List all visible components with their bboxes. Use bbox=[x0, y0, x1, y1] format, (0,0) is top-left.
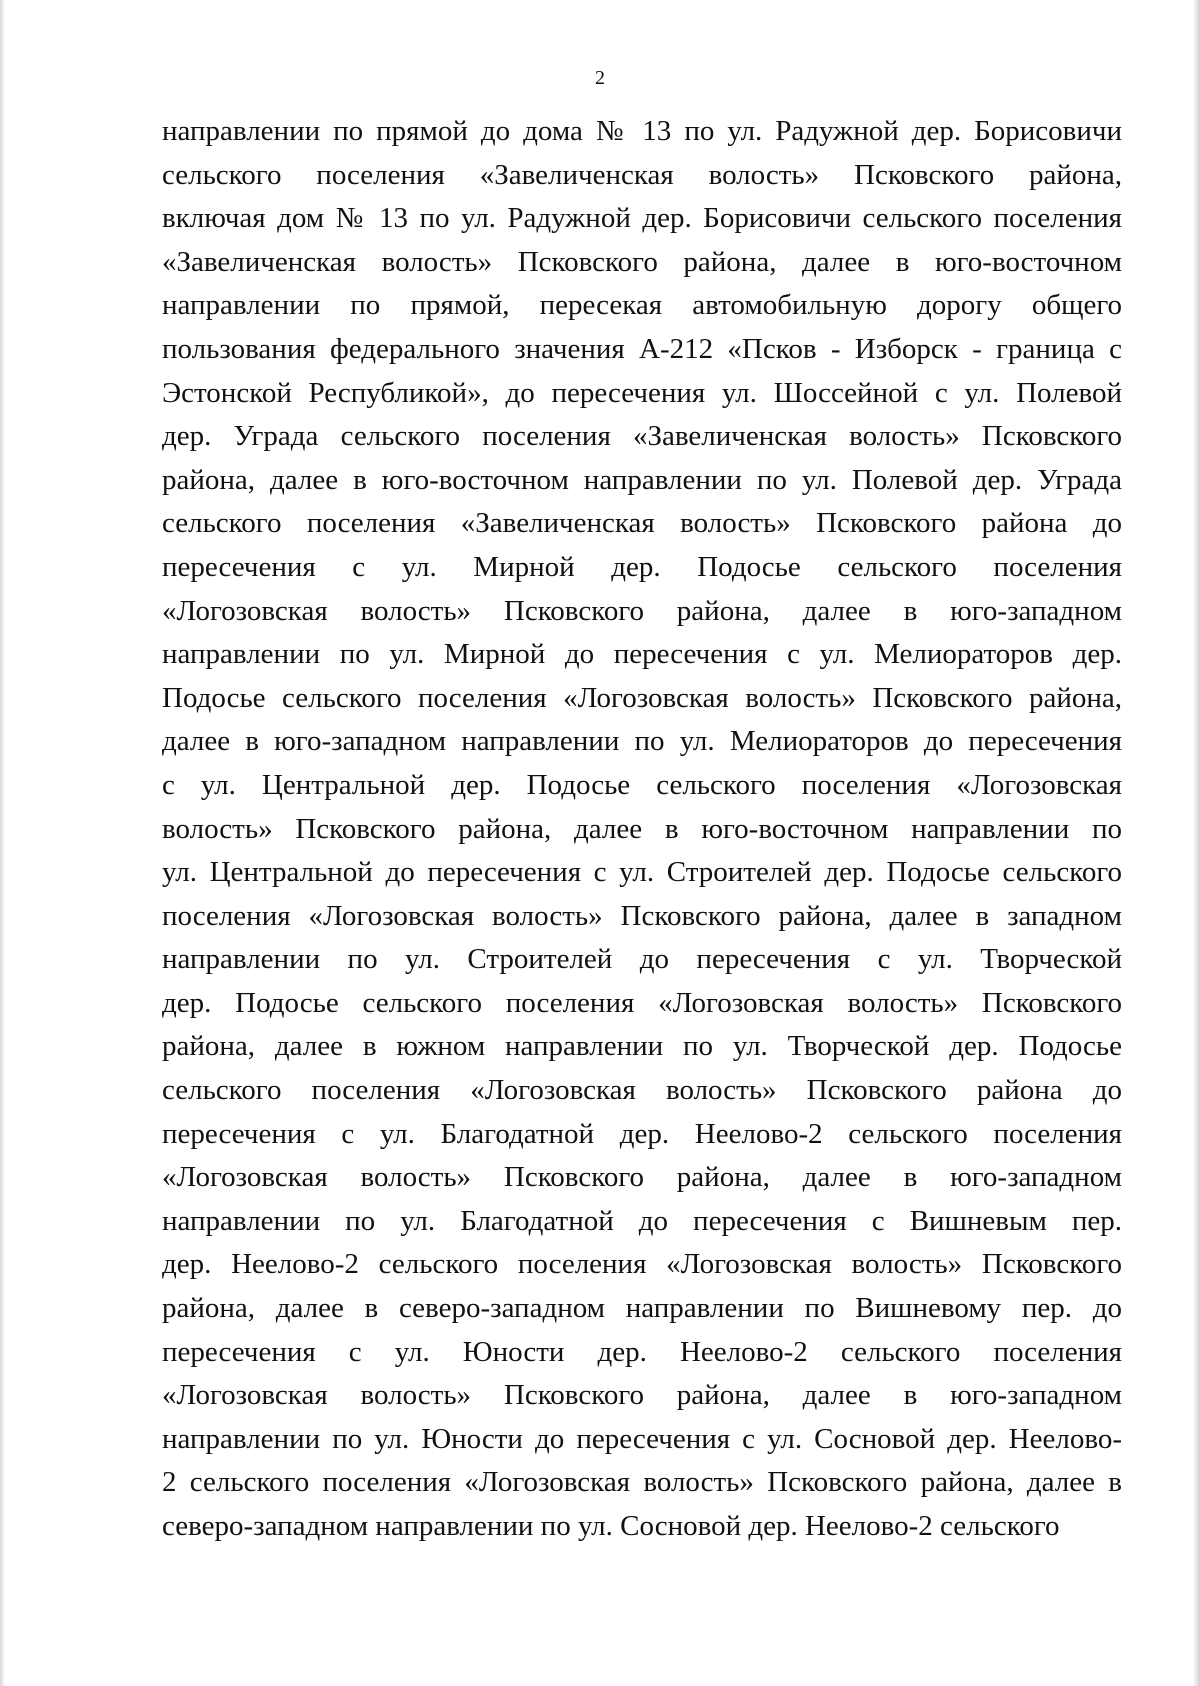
scan-edge-right bbox=[1194, 0, 1200, 1686]
text-line: направлении по ул. Благодатной до пересечения с Вишневым пер. bbox=[162, 1204, 1122, 1237]
text-line: северо-западном направлении по ул. Сосновой дер. Неелово-2 сельского bbox=[162, 1510, 1060, 1542]
text-line: пересечения с ул. Юности дер. Неелово-2 сельского поселения bbox=[162, 1335, 1122, 1368]
text-line: поселения «Логозовская волость» Псковского района, далее в западном bbox=[162, 899, 1122, 932]
text-line: сельского поселения «Логозовская волость» Псковского района до bbox=[162, 1074, 1122, 1107]
text-line: «Завеличенская волость» Псковского района, далее в юго-восточном bbox=[162, 245, 1122, 278]
text-line: Эстонской Республикой», до пересечения ул. Шоссейной с ул. Полевой bbox=[162, 376, 1122, 409]
text-line: дер. Подосье сельского поселения «Логозовская волость» Псковского bbox=[162, 986, 1122, 1019]
text-line: сельского поселения «Завеличенская волость» Псковского района, bbox=[162, 158, 1122, 191]
text-line: 2 сельского поселения «Логозовская волость» Псковского района, далее в bbox=[162, 1466, 1122, 1499]
text-line: направлении по прямой, пересекая автомобильную дорогу общего bbox=[162, 289, 1122, 322]
text-line: сельского поселения «Завеличенская волость» Псковского района до bbox=[162, 507, 1122, 540]
text-line: района, далее в юго-восточном направлении по ул. Полевой дер. Уграда bbox=[162, 463, 1122, 496]
scan-edge-left bbox=[0, 0, 4, 1686]
text-line: «Логозовская волость» Псковского района, далее в юго-западном bbox=[162, 594, 1122, 627]
text-line: с ул. Центральной дер. Подосье сельского поселения «Логозовская bbox=[162, 768, 1122, 801]
text-line: Подосье сельского поселения «Логозовская волость» Псковского района, bbox=[162, 681, 1122, 714]
text-line: направлении по ул. Юности до пересечения с ул. Сосновой дер. Неелово- bbox=[162, 1422, 1122, 1455]
text-line: пересечения с ул. Благодатной дер. Неелово-2 сельского поселения bbox=[162, 1117, 1122, 1150]
text-line: направлении по прямой до дома № 13 по ул. Радужной дер. Борисовичи bbox=[162, 115, 1122, 147]
text-line: «Логозовская волость» Псковского района, далее в юго-западном bbox=[162, 1161, 1122, 1194]
page-number: 2 bbox=[595, 67, 605, 89]
text-line: «Логозовская волость» Псковского района, далее в юго-западном bbox=[162, 1379, 1122, 1412]
text-line: пересечения с ул. Мирной дер. Подосье сельского поселения bbox=[162, 550, 1122, 583]
text-line: направлении по ул. Мирной до пересечения с ул. Мелиораторов дер. bbox=[162, 638, 1122, 671]
text-line: далее в юго-западном направлении по ул. Мелиораторов до пересечения bbox=[162, 725, 1122, 758]
text-line: включая дом № 13 по ул. Радужной дер. Борисовичи сельского поселения bbox=[162, 202, 1122, 235]
text-line: района, далее в северо-западном направлении по Вишневому пер. до bbox=[162, 1292, 1122, 1325]
text-line: направлении по ул. Строителей до пересечения с ул. Творческой bbox=[162, 943, 1122, 976]
text-line: пользования федерального значения А-212 «Псков - Изборск - граница с bbox=[162, 332, 1122, 365]
text-line: дер. Неелово-2 сельского поселения «Логозовская волость» Псковского bbox=[162, 1248, 1122, 1281]
text-line: ул. Центральной до пересечения с ул. Строителей дер. Подосье сельского bbox=[162, 856, 1122, 889]
text-line: района, далее в южном направлении по ул. Творческой дер. Подосье bbox=[162, 1030, 1122, 1063]
text-line: волость» Псковского района, далее в юго-восточном направлении по bbox=[162, 812, 1122, 845]
body-text bbox=[162, 110, 1122, 1549]
text-line: дер. Уграда сельского поселения «Завеличенская волость» Псковского bbox=[162, 420, 1122, 453]
